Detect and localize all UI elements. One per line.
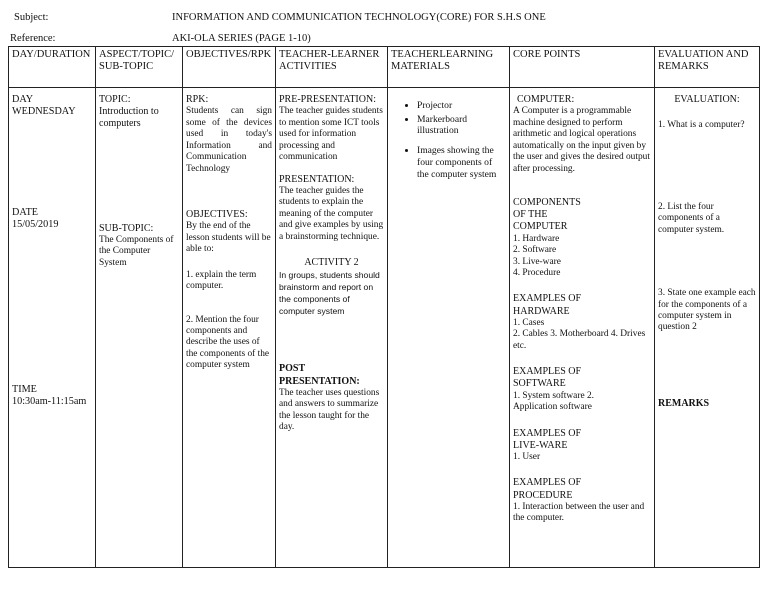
subject-value: INFORMATION AND COMMUNICATION TECHNOLOGY(CORE) FOR S.H.S ONE <box>172 12 546 23</box>
topic-label: TOPIC: <box>99 94 131 105</box>
lesson-plan-table <box>8 46 760 568</box>
remarks-label: REMARKS <box>658 397 710 409</box>
liveware-text: 1. User <box>513 451 541 462</box>
presentation-text: The teacher guides the students to explain the meaning of the computer and give examples by using a brainstorming technique. <box>279 185 384 242</box>
materials-cell <box>388 88 510 568</box>
pre-presentation-label: PRE-PRESENTATION: <box>279 94 376 105</box>
table-row <box>9 88 760 568</box>
pre-presentation-text: The teacher guides students to mention some ICT tools used for information processing and communication <box>279 106 383 163</box>
evaluation-q2: 2. List the four components of a computer system. <box>658 201 725 235</box>
evaluation-q3: 3. State one example each for the components of a computer system in question 2 <box>658 288 756 333</box>
topic-value: Introduction to computers <box>99 106 159 130</box>
components-label: COMPONENTS OF THE COMPUTER <box>513 197 581 233</box>
col-header-activities: TEACHER-LEARNER ACTIVITIES <box>276 47 388 88</box>
col-header-core: CORE POINTS <box>510 47 655 88</box>
rpk-text: Students can sign some of the devices used in today's Information and Communication Technology <box>186 106 272 174</box>
liveware-label: EXAMPLES OF LIVE-WARE <box>513 427 582 451</box>
col-header-objectives: OBJECTIVES/RPK <box>183 47 276 88</box>
evaluation-label: EVALUATION: <box>674 94 740 105</box>
software-text: 1. System software 2. Application software <box>513 390 594 413</box>
list-item: 2. Software <box>513 245 557 256</box>
reference-value: AKI-OLA SERIES (PAGE 1-10) <box>172 33 311 44</box>
list-item: • Images showing the four components of the computer system <box>417 145 506 180</box>
col-header-materials: TEACHERLEARNING MATERIALS <box>388 47 510 88</box>
software-label: EXAMPLES OF SOFTWARE <box>513 366 582 390</box>
col-header-aspect: ASPECT/TOPIC/ SUB-TOPIC <box>96 47 183 88</box>
list-item: 1. Hardware <box>513 233 560 244</box>
date-value: 15/05/2019 <box>12 219 59 231</box>
objective-1: 1. explain the term computer. <box>186 269 257 292</box>
col-header-day: DAY/DURATION <box>9 47 96 88</box>
hardware-label: EXAMPLES OF HARDWARE <box>513 293 582 317</box>
subject-label: Subject: <box>14 12 49 23</box>
aspect-cell <box>96 88 183 568</box>
objectives-intro: By the end of the lesson students will be able to: <box>186 221 271 255</box>
post-presentation-label: POST PRESENTATION: <box>279 363 360 387</box>
evaluation-q1: 1. What is a computer? <box>658 120 745 131</box>
evaluation-cell <box>655 88 760 568</box>
list-item: 4. Procedure <box>513 267 561 278</box>
reference-label: Reference: <box>10 33 56 44</box>
materials-list <box>391 100 506 180</box>
time-label: TIME <box>12 383 37 395</box>
components-list <box>513 234 651 280</box>
objective-2: 2. Mention the four components and describe the uses of the components of the computer system <box>186 314 270 371</box>
procedure-text: 1. Interaction between the user and the computer. <box>513 501 645 524</box>
day-label: DAY <box>12 94 34 105</box>
subtopic-label: SUB-TOPIC: <box>99 222 154 234</box>
computer-text: A Computer is a programmable machine designed to perform arithmetic and logical operations automatically on the input given by the user and gives the desired output after processing. <box>513 106 650 174</box>
list-item: 3. Live-ware <box>513 256 561 267</box>
core-cell <box>510 88 655 568</box>
time-value: 10:30am-11:15am <box>12 396 87 408</box>
objectives-cell <box>183 88 276 568</box>
presentation-label: PRESENTATION: <box>279 173 355 185</box>
list-item: • Projector <box>417 100 506 112</box>
table-header-row <box>9 47 760 88</box>
subtopic-value: The Components of the Computer System <box>99 234 174 268</box>
list-item: • Markerboard illustration <box>417 114 506 137</box>
rpk-label: RPK: <box>186 94 209 105</box>
hardware-text: 1. Cases 2. Cables 3. Motherboard 4. Drives etc. <box>513 317 646 351</box>
day-cell <box>9 88 96 568</box>
col-header-evaluation: EVALUATION AND REMARKS <box>655 47 760 88</box>
post-presentation-text: The teacher uses questions and answers to summarize the lesson taught for the day. <box>279 387 380 433</box>
objectives-label: OBJECTIVES: <box>186 209 248 220</box>
activity-2-label: ACTIVITY 2 <box>304 257 359 269</box>
date-label: DATE <box>12 206 39 218</box>
procedure-label: EXAMPLES OF PROCEDURE <box>513 477 582 501</box>
activities-cell <box>276 88 388 568</box>
activity-2-text: In groups, students should brainstorm and report on the components of computer system <box>279 270 380 317</box>
computer-label: COMPUTER: <box>517 94 575 105</box>
day-value: WEDNESDAY <box>12 106 76 118</box>
